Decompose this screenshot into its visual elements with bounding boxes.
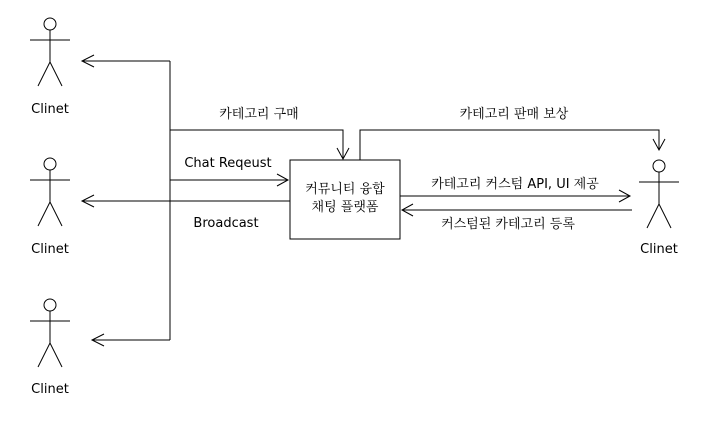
chat-request-arrow xyxy=(170,174,288,186)
sales-reward-arrow xyxy=(360,130,665,160)
custom-register-label: 커스텀된 카테고리 등록 xyxy=(441,217,575,232)
platform-title-line2: 채팅 플랫폼 xyxy=(311,200,379,215)
chat-request-label: Chat Reqeust xyxy=(184,156,272,171)
category-purchase-arrow xyxy=(170,130,349,159)
broadcast-arrow-bottom xyxy=(92,334,170,346)
actor-figure-icon xyxy=(30,18,70,86)
sales-reward-label: 카테고리 판매 보상 xyxy=(459,107,569,122)
broadcast-label: Broadcast xyxy=(193,216,259,231)
actor-left-top[interactable] xyxy=(30,18,70,117)
actor-label: Clinet xyxy=(31,102,69,117)
platform-box[interactable] xyxy=(290,160,400,239)
category-purchase-label: 카테고리 구매 xyxy=(219,107,299,122)
actor-left-middle[interactable] xyxy=(30,158,70,257)
actor-figure-icon xyxy=(30,158,70,226)
custom-api-label: 카테고리 커스텀 API, UI 제공 xyxy=(431,177,599,192)
platform-title-line1: 커뮤니티 융합 xyxy=(305,182,385,197)
actor-figure-icon xyxy=(639,160,679,228)
broadcast-arrow-middle xyxy=(82,195,290,207)
custom-register-arrow xyxy=(402,204,632,216)
actor-label: Clinet xyxy=(31,242,69,257)
actor-left-bottom[interactable] xyxy=(30,299,70,397)
actor-right[interactable] xyxy=(639,160,679,257)
actor-figure-icon xyxy=(30,299,70,367)
actor-label: Clinet xyxy=(31,382,69,397)
actor-label: Clinet xyxy=(640,242,678,257)
broadcast-arrow-top xyxy=(82,55,170,67)
